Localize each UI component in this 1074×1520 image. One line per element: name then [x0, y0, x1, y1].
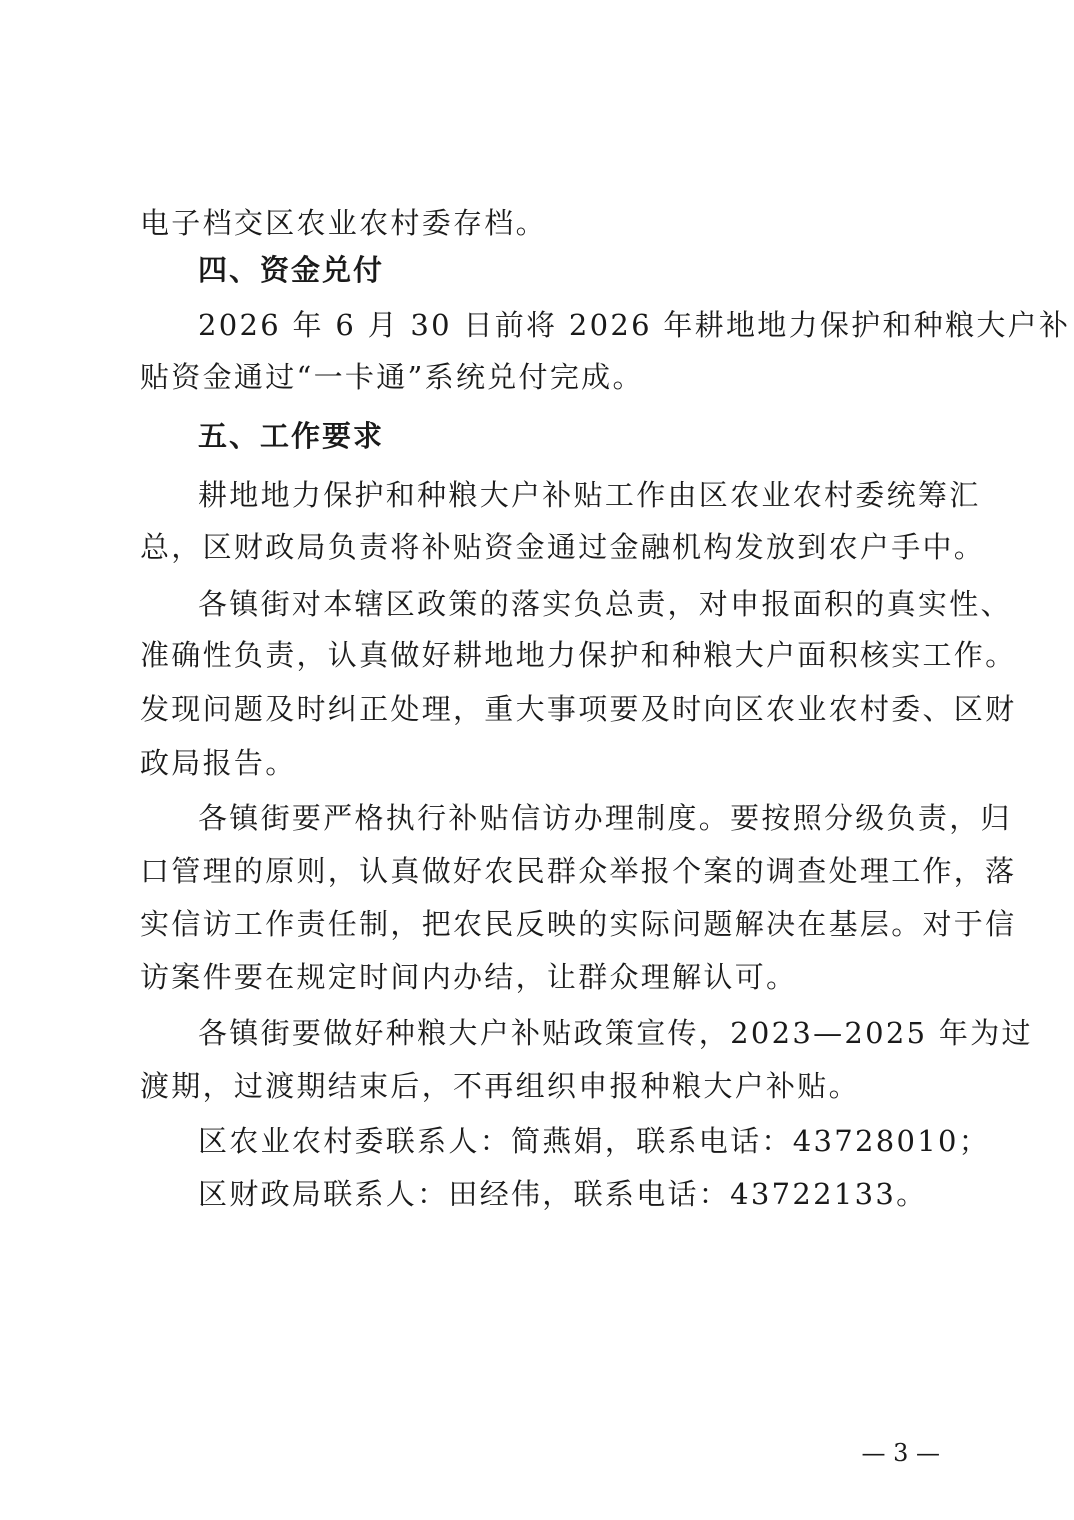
- paragraph-line: 渡期，过渡期结束后，不再组织申报种粮大户补贴。: [140, 1069, 860, 1103]
- contact-line-finance: 区财政局联系人：田经伟，联系电话：43722133。: [198, 1177, 928, 1211]
- paragraph-line: 实信访工作责任制，把农民反映的实际问题解决在基层。对于信: [140, 907, 1017, 941]
- paragraph-line: 总，区财政局负责将补贴资金通过金融机构发放到农户手中。: [140, 530, 986, 564]
- paragraph-line: 发现问题及时纠正处理，重大事项要及时向区农业农村委、区财: [140, 692, 1017, 726]
- paragraph-line: 耕地地力保护和种粮大户补贴工作由区农业农村委统筹汇: [198, 478, 981, 512]
- paragraph-line: 政局报告。: [140, 746, 297, 780]
- paragraph-line: 贴资金通过“一卡通”系统兑付完成。: [140, 360, 644, 394]
- section-heading-funding: 四、资金兑付: [198, 253, 385, 287]
- paragraph-line: 各镇街要严格执行补贴信访办理制度。要按照分级负责，归: [198, 801, 1012, 835]
- paragraph-line: 口管理的原则，认真做好农民群众举报个案的调查处理工作，落: [140, 854, 1017, 888]
- paragraph-line: 电子档交区农业农村委存档。: [140, 206, 547, 240]
- page-number: — 3 —: [861, 1439, 940, 1467]
- section-heading-requirements: 五、工作要求: [198, 419, 385, 453]
- paragraph-line: 准确性负责，认真做好耕地地力保护和种粮大户面积核实工作。: [140, 638, 1017, 672]
- paragraph-line: 各镇街对本辖区政策的落实负总责，对申报面积的真实性、: [198, 587, 1012, 621]
- paragraph-line: 2026 年 6 月 30 日前将 2026 年耕地地力保护和种粮大户补: [198, 308, 1071, 342]
- paragraph-line: 访案件要在规定时间内办结，让群众理解认可。: [140, 960, 798, 994]
- paragraph-line: 各镇街要做好种粮大户补贴政策宣传，2023—2025 年为过: [198, 1016, 1033, 1050]
- contact-line-agriculture: 区农业农村委联系人：简燕娟，联系电话：43728010；: [198, 1124, 991, 1158]
